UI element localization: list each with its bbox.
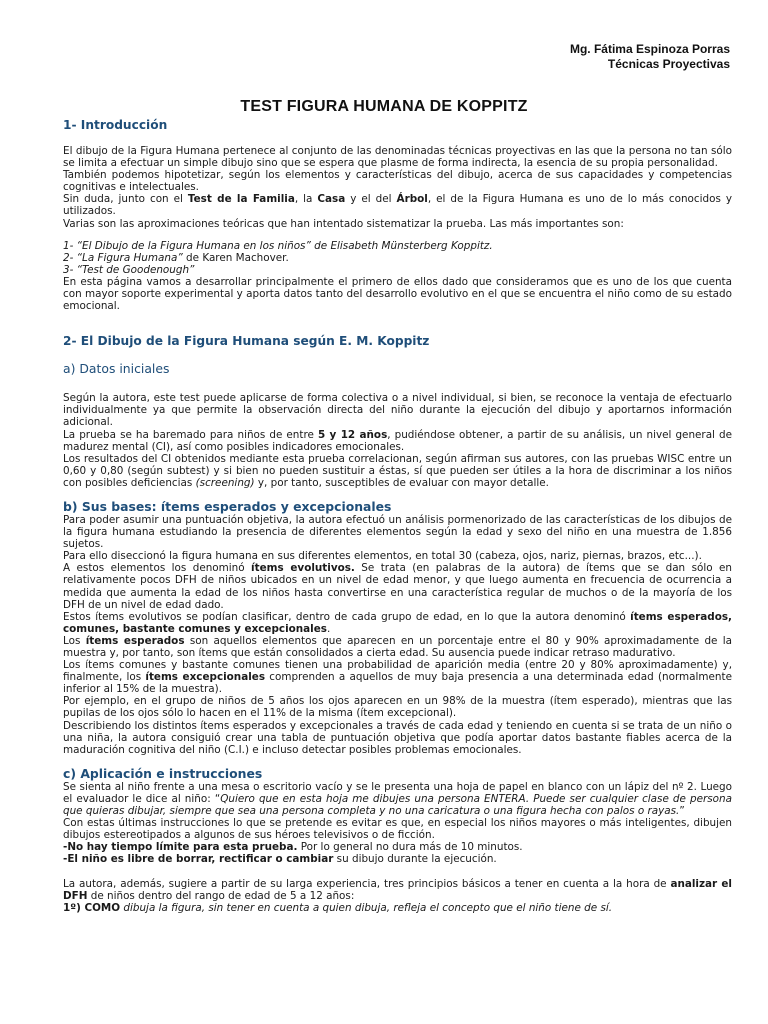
paragraph: Varias son las aproximaciones teóricas que han intentado sistematizar la prueba. Las más importantes son: — [63, 217, 624, 230]
page-header — [570, 42, 730, 72]
author-name: Mg. Fátima Espinoza Porras — [569, 42, 730, 56]
paragraph: Para ello diseccionó la figura humana en sus diferentes elementos, en total 30 (cabeza, ojos, nariz, piernas, brazos, etc...). — [63, 550, 702, 563]
paragraph: Los ítems esperados son aquellos elementos que aparecen en un porcentaje entre el 80 y 90% aproximadamente de la muestra y, por tanto, son ítems que están consolidados a cierta edad. Su ausencia puede indicar retraso madurativo. — [63, 634, 732, 659]
paragraph: -El niño es libre de borrar, rectificar o cambiar su dibujo durante la ejecución. — [63, 853, 497, 866]
list-item: 1- “El Dibujo de la Figura Humana en los niños” de Elisabeth Münsterberg Koppitz. — [63, 239, 493, 252]
paragraph: El dibujo de la Figura Humana pertenece al conjunto de las denominadas técnicas proyectivas en las que la persona no tan sólo se limita a efectuar un simple dibujo sino que se espera que plasme de forma indirecta, la esencia de su propia personalidad. — [63, 145, 732, 170]
subsection-heading-aplicacion: c) Aplicación e instrucciones — [63, 765, 263, 781]
paragraph: Estos ítems evolutivos se podían clasificar, dentro de cada grupo de edad, en lo que la autora denominó ítems esperados, comunes, bastante comunes y excepcionales. — [63, 610, 732, 635]
subsection-heading-sus-bases: b) Sus bases: ítems esperados y excepcionales — [63, 498, 392, 514]
paragraph: Describiendo los distintos ítems esperados y excepcionales a través de cada edad y teniendo en cuenta si se trata de un niño o una niña, la autora consiguió crear una tabla de puntuación objetiva que podía aportar datos bastante fiables acerca de la maduración cognitiva del niño (C.I.) e incluso detectar posibles problemas emocionales. — [63, 719, 732, 756]
course-name: Técnicas Proyectivas — [607, 57, 730, 71]
document-body — [63, 118, 732, 914]
list-item: 2- “La Figura Humana” de Karen Machover. — [63, 251, 289, 264]
paragraph: La autora, además, sugiere a partir de su larga experiencia, tres principios básicos a tener en cuenta a la hora de analizar el DFH de niños dentro del rango de edad de 5 a 12 años: — [63, 877, 732, 902]
paragraph: Los ítems comunes y bastante comunes tienen una probabilidad de aparición media (entre 20 y 80% aproximadamente) y, finalmente, los ítems excepcionales comprenden a aquellos de muy baja presencia a una determinada edad (normalmente inferior al 15% de la muestra). — [63, 659, 732, 696]
paragraph: -No hay tiempo límite para esta prueba. Por lo general no dura más de 10 minutos. — [63, 841, 523, 854]
paragraph: Según la autora, este test puede aplicarse de forma colectiva o a nivel individual, si bien, se reconoce la ventaja de efectuarlo individualmente ya que permite la observación directa del niño durante la ejecución del dibujo y aportarnos información adicional. — [63, 392, 732, 429]
paragraph: Por ejemplo, en el grupo de niños de 5 años los ojos aparecen en un 98% de la muestra (ítem esperado), mientras que las pupilas de los ojos sólo lo hacen en el 11% de la misma (ítem excepcional). — [63, 695, 732, 720]
paragraph: Sin duda, junto con el Test de la Familia, la Casa y el del Árbol, el de la Figura Humana es uno de lo más conocidos y utilizados. — [63, 193, 732, 218]
subsection-heading-datos-iniciales: a) Datos iniciales — [63, 361, 170, 377]
paragraph: A estos elementos los denominó ítems evolutivos. Se trata (en palabras de la autora) de ítems que se dan sólo en relativamente pocos DFH de niños ubicados en un nivel de edad menor, y que luego aumenta en frecuencia de ocurrencia a medida que aumenta la edad de los niños hasta convertirse en una característica regular de muchos o de la mayoría de los DFH de un nivel de edad dado. — [63, 562, 732, 611]
paragraph: Para poder asumir una puntuación objetiva, la autora efectuó un análisis pormenorizado de las características de los dibujos de la figura humana estudiando la presencia de diferentes elementos según la edad y sexo del niño en una muestra de 1.856 sujetos. — [63, 513, 732, 551]
paragraph: También podemos hipotetizar, según los elementos y características del dibujo, acerca de sus capacidades y competencias cognitivas e intelectuales. — [63, 169, 732, 194]
section-heading-introduccion: 1- Introducción — [63, 118, 168, 132]
paragraph: En esta página vamos a desarrollar principalmente el primero de ellos dado que consideramos que es uno de los que cuenta con mayor soporte experimental y aporta datos tanto del desarrollo evolutivo en el que se encuentra el niño como de su estado emocional. — [63, 275, 732, 313]
document-title: TEST FIGURA HUMANA DE KOPPITZ — [240, 98, 528, 115]
paragraph: Se sienta al niño frente a una mesa o escritorio vacío y se le presenta una hoja de papel en blanco con un lápiz del nº 2. Luego el evaluador le dice al niño: “Quiero que en esta hoja me dibujes una persona ENTERA. Puede ser cualquier clase de persona que quieras dibujar, siempre que sea una persona completa y no una caricatura o una figura hecha con palos o rayas.” — [63, 780, 732, 818]
paragraph: Los resultados del CI obtenidos mediante esta prueba correlacionan, según afirman sus autores, con las pruebas WISC entre un 0,60 y 0,80 (según subtest) y si bien no pueden sustituir a éstas, sí que pueden ser útiles a la hora de discriminar a los niños con posibles deficiencias (screening) y, por tanto, susceptibles de evaluar con mayor detalle. — [63, 452, 732, 489]
paragraph: 1º) COMO dibuja la figura, sin tener en cuenta a quien dibuja, refleja el concepto que el niño tiene de sí. — [63, 901, 613, 914]
list-item: 3- “Test de Goodenough” — [63, 263, 195, 276]
section-heading-dibujo-figura-humana: 2- El Dibujo de la Figura Humana según E. M. Koppitz — [63, 334, 430, 349]
paragraph: La prueba se ha baremado para niños de entre 5 y 12 años, pudiéndose obtener, a partir de su análisis, un nivel general de madurez mental (CI), así como posibles indicadores emocionales. — [63, 428, 732, 453]
paragraph: Con estas últimas instrucciones lo que se pretende es evitar es que, en especial los niños mayores o más inteligentes, dibujen dibujos estereotipados a algunos de sus héroes televisivos o de ficción. — [63, 817, 732, 842]
